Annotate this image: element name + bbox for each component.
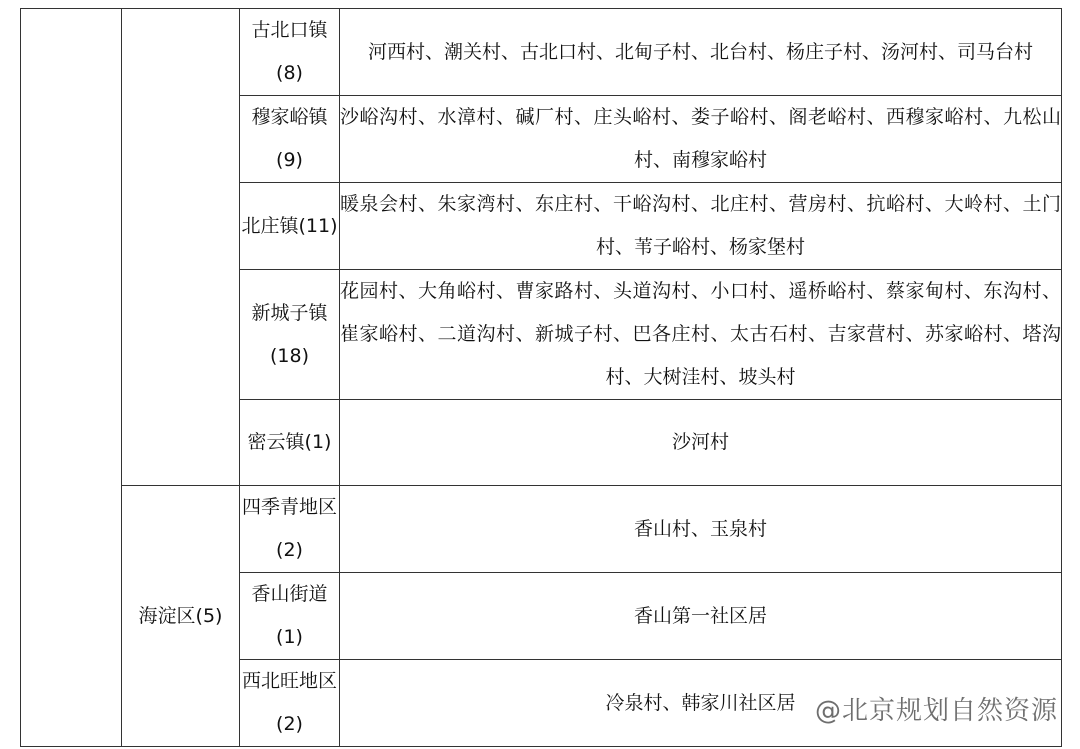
watermark: @北京规划自然资源 — [814, 696, 1058, 726]
table-row — [21, 486, 1062, 573]
village-table — [20, 8, 1062, 747]
villages-cell: 河西村、潮关村、古北口村、北甸子村、北台村、杨庄子村、汤河村、司马台村 — [340, 9, 1062, 96]
town-cell: 穆家峪镇(9) — [240, 96, 340, 183]
villages-cell: 沙河村 — [340, 400, 1062, 486]
villages-cell: 香山村、玉泉村 — [340, 486, 1062, 573]
table-row — [21, 9, 1062, 96]
town-cell: 密云镇(1) — [240, 400, 340, 486]
villages-cell: 冷泉村、韩家川社区居 — [340, 660, 1062, 747]
town-cell: 香山街道(1) — [240, 573, 340, 660]
district-cell — [122, 486, 240, 747]
villages-cell: 花园村、大角峪村、曹家路村、头道沟村、小口村、遥桥峪村、蔡家甸村、东沟村、崔家峪村、二道沟村、新城子村、巴各庄村、太古石村、吉家营村、苏家峪村、塔沟村、大树洼村、坡头村 — [340, 270, 1062, 400]
villages-cell: 暖泉会村、朱家湾村、东庄村、干峪沟村、北庄村、营房村、抗峪村、大岭村、土门村、苇子峪村、杨家堡村 — [340, 183, 1062, 270]
district-column-continued — [21, 9, 122, 747]
town-cell: 古北口镇(8) — [240, 9, 340, 96]
town-cell: 西北旺地区(2) — [240, 660, 340, 747]
villages-cell: 香山第一社区居 — [340, 573, 1062, 660]
town-cell: 新城子镇(18) — [240, 270, 340, 400]
district-cell-continued — [122, 9, 240, 486]
villages-cell: 沙峪沟村、水漳村、碱厂村、庄头峪村、娄子峪村、阁老峪村、西穆家峪村、九松山村、南穆家峪村 — [340, 96, 1062, 183]
town-cell: 北庄镇(11) — [240, 183, 340, 270]
district-name: 海淀区(5) — [138, 604, 223, 627]
town-cell: 四季青地区(2) — [240, 486, 340, 573]
